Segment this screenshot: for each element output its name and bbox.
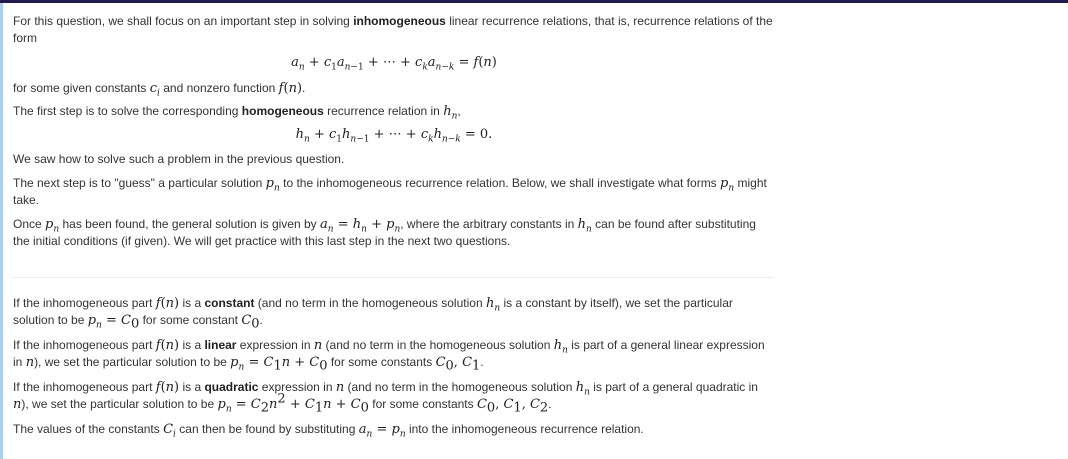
math-pn: $p_n$ bbox=[45, 217, 60, 235]
text: . bbox=[259, 313, 263, 327]
math-pn: $p_n$ bbox=[265, 176, 280, 194]
text: and nonzero function bbox=[159, 81, 279, 95]
text: is a constant by itself), we set the particular solution to be bbox=[13, 296, 733, 327]
text: is part of a general quadratic in bbox=[589, 380, 758, 394]
text: recurrence relation in bbox=[323, 104, 444, 118]
text: , where the arbitrary constants in bbox=[400, 217, 578, 231]
final-paragraph bbox=[13, 421, 775, 438]
previous-question-paragraph: We saw how to solve such a problem in the previous question. bbox=[13, 152, 345, 166]
text: If the inhomogeneous part bbox=[13, 338, 156, 352]
math-fn: f bbox=[155, 380, 161, 395]
math-n: n bbox=[25, 355, 35, 370]
first-step-paragraph bbox=[13, 103, 775, 120]
text: for some given constants bbox=[13, 81, 150, 95]
text: is part of a general linear expression in bbox=[13, 338, 765, 369]
section-divider bbox=[13, 277, 773, 278]
text: (and no term in the homogeneous solution bbox=[322, 338, 554, 352]
math-hn: $h_n$ bbox=[577, 217, 592, 235]
intro-section bbox=[13, 13, 775, 250]
bold-term-inhomogeneous: inhomogeneous bbox=[353, 14, 446, 28]
text: The values of the constants bbox=[13, 422, 164, 436]
math-pn-linear: $p_n = C_1n + C_0$ bbox=[230, 355, 328, 374]
text: (and no term in the homogeneous solution bbox=[344, 380, 576, 394]
text: linear recurrence relations, that is, recurrence relations of the form bbox=[13, 14, 773, 45]
intro-paragraph bbox=[13, 13, 775, 47]
math-hn: $h_n$ bbox=[443, 104, 458, 122]
bold-term-constant: constant bbox=[204, 296, 255, 310]
text: For this question, we shall focus on an important step in solving bbox=[13, 14, 354, 28]
math-ci: $c_i$ bbox=[149, 81, 160, 99]
text: . bbox=[302, 81, 306, 95]
general-solution-paragraph bbox=[13, 216, 775, 250]
math-fn: f bbox=[155, 338, 161, 353]
math-n: n bbox=[313, 338, 323, 353]
math-n: n bbox=[13, 397, 22, 412]
text: The first step is to solve the corresponding bbox=[13, 104, 242, 118]
text: can be found after substituting the initial conditions (if given). We will get practice with this last step in the next two questions. bbox=[13, 217, 756, 248]
text: for some constant bbox=[139, 313, 242, 327]
text: is a bbox=[179, 380, 205, 394]
math-an-eq: $a_n = h_n + p_n$ bbox=[320, 217, 401, 235]
math-pn: $p_n$ bbox=[720, 176, 735, 194]
text: ), we set the particular solution to be bbox=[34, 355, 231, 369]
constants-paragraph: for some given constants $c_i$ and nonzero function f(n). bbox=[13, 81, 306, 99]
bold-term-homogeneous: homogeneous bbox=[241, 104, 324, 118]
top-border-bar bbox=[0, 0, 1068, 3]
equation-homogeneous bbox=[13, 120, 775, 148]
text: is a bbox=[179, 296, 205, 310]
bold-term-linear: linear bbox=[204, 338, 237, 352]
math-c0-c1-c2: $C_0$, $C_1$, $C_2$ bbox=[476, 397, 549, 416]
left-accent-border bbox=[0, 3, 3, 459]
math-hn: $h_n$ bbox=[553, 338, 568, 356]
case-quadratic: If the inhomogeneous part f(n) is a quadratic expression in n (and no term in the homogeneous solution $h_n$ is part of a general quadratic in n), we set the particular solution to be $p_n = C_2n^2 + C_1n + C_0$ for some constants $C_0$, $C_1$, $C_2$. bbox=[13, 380, 758, 416]
math-fn: f bbox=[278, 81, 284, 96]
text: The next step is to "guess" a particular solution bbox=[13, 176, 266, 190]
math-c0-c1: $C_0$, $C_1$ bbox=[435, 355, 481, 374]
text: If the inhomogeneous part bbox=[13, 296, 156, 310]
math-c0: $C_0$ bbox=[241, 313, 260, 332]
text: Once bbox=[13, 217, 46, 231]
math-hn: $h_n$ bbox=[575, 380, 590, 398]
text: If the inhomogeneous part bbox=[13, 380, 156, 394]
math-n: n bbox=[335, 380, 345, 395]
math-pn-eq: $p_n = C_0$ bbox=[87, 313, 140, 332]
math-an-eq-pn: $a_n = p_n$ bbox=[358, 422, 406, 440]
equation-body: $a_n + c_1a_{n-1}$ + ⋯ + $c_ka_{n-k} = f(n)$ bbox=[291, 55, 497, 73]
math-hn: $h_n$ bbox=[485, 296, 501, 314]
text: expression in bbox=[258, 380, 336, 394]
text: into the inhomogeneous recurrence relation. bbox=[405, 422, 644, 436]
next-step-paragraph bbox=[13, 175, 775, 209]
case-constant: If the inhomogeneous part f(n) is a constant (and no term in the homogeneous solution $h_n$ is a constant by itself), we set the particular solution to be $p_n = C_0$ for some constant $C_0$. bbox=[13, 296, 733, 332]
equation-body: $h_n + c_1h_{n-1}$ + ⋯ + $c_kh_{n-k} = 0$. bbox=[295, 127, 493, 145]
text: expression in bbox=[236, 338, 314, 352]
equation-inhomogeneous bbox=[13, 48, 775, 76]
text: for some constants bbox=[368, 397, 477, 411]
text: , bbox=[457, 104, 461, 118]
case-linear: If the inhomogeneous part f(n) is a linear expression in n (and no term in the homogeneous solution $h_n$ is part of a general linear expression in n), we set the particular solution to be $p_n = C_1n + C_0$ for some constants $C_0$, $C_1$. bbox=[13, 338, 765, 374]
text: has been found, the general solution is given by bbox=[59, 217, 320, 231]
text: . bbox=[480, 355, 484, 369]
math-fn: f bbox=[155, 296, 161, 311]
text: . bbox=[548, 397, 552, 411]
cases-section bbox=[13, 295, 775, 438]
text: is a bbox=[179, 338, 205, 352]
text: ), we set the particular solution to be bbox=[21, 397, 218, 411]
math-ci-upper: $C_i$ bbox=[163, 422, 176, 440]
text: for some constants bbox=[327, 355, 436, 369]
math-pn-quadratic: $p_n = C_2n^2 + C_1n + C_0$ bbox=[217, 391, 369, 416]
bold-term-quadratic: quadratic bbox=[204, 380, 259, 394]
text: (and no term in the homogeneous solution bbox=[254, 296, 486, 310]
text: to the inhomogeneous recurrence relation. Below, we shall investigate what forms bbox=[279, 176, 721, 190]
text: might take. bbox=[13, 176, 767, 207]
text: can then be found by substituting bbox=[175, 422, 359, 436]
